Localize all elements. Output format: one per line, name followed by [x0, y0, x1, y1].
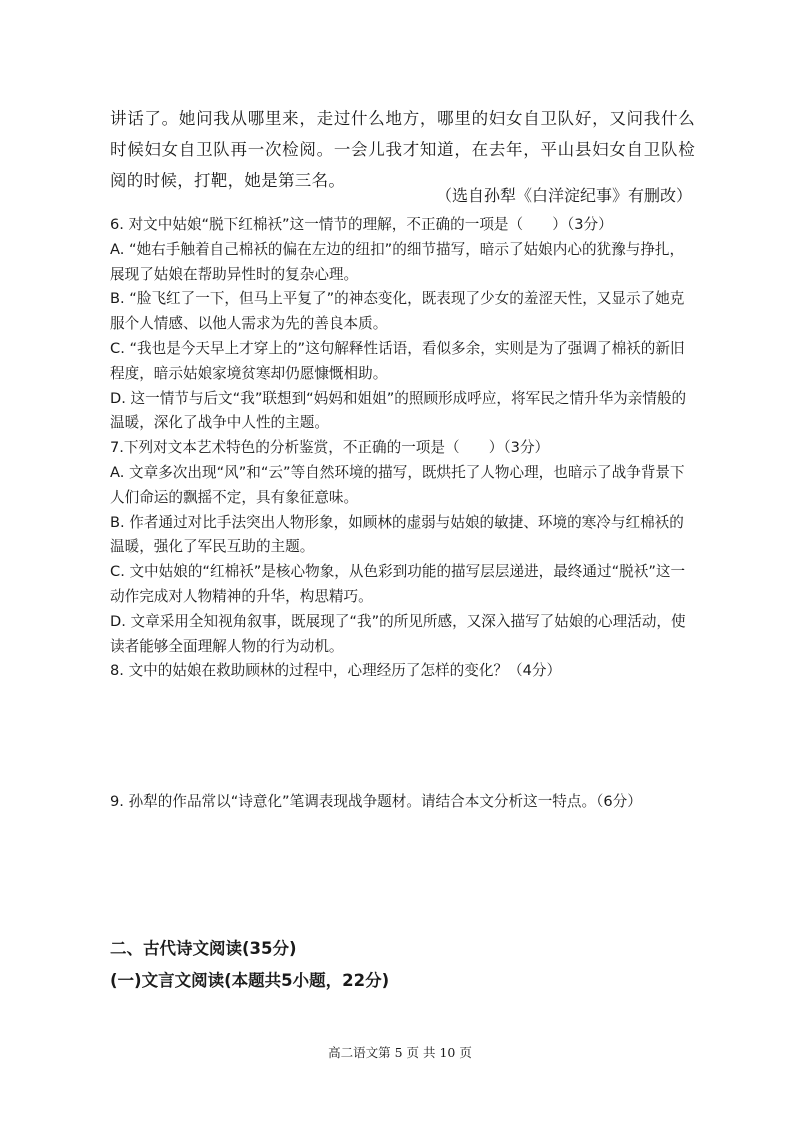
- q6-option-b: B. “脸飞红了一下，但马上平复了”的神态变化，既表现了少女的羞涩天性，又显示了她克服个人情感、以他人需求为先的善良本质。: [110, 290, 685, 333]
- section-title: 二、古代诗文阅读(35分): [110, 939, 297, 958]
- passage-paragraph: 讲话了。她问我从哪里来，走过什么地方，哪里的妇女自卫队好，又问我什么时候妇女自卫队再一次检阅。一会儿我才知道，在去年，平山县妇女自卫队检阅的时候，打靶，她是第三名。: [110, 109, 695, 190]
- q7-option-a: A. 文章多次出现“风”和“云”等自然环境的描写，既烘托了人物心理，也暗示了战争背景下人们命运的飘摇不定，具有象征意味。: [110, 463, 685, 506]
- q8-stem: 8. 文中的姑娘在救助顾林的过程中，心理经历了怎样的变化？（4分）: [110, 662, 562, 680]
- page-footer: 高二语文第 5 页 共 10 页: [328, 1045, 472, 1060]
- q7-option-c: C. 文中姑娘的“红棉袄”是核心物象，从色彩到功能的描写层层递进，最终通过“脱袄”这一动作完成对人物精神的升华，构思精巧。: [110, 563, 686, 605]
- q6-stem: 6. 对文中姑娘“脱下红棉袄”这一情节的理解，不正确的一项是（ ）（3分）: [110, 216, 613, 233]
- q6-option-a: A. “她右手触着自己棉袄的偏在左边的纽扣”的细节描写，暗示了姑娘内心的犹豫与挣扎，展现了姑娘在帮助异性时的复杂心理。: [110, 240, 685, 283]
- q6-option-c: C. “我也是今天早上才穿上的”这句解释性话语，看似多余，实则是为了强调了棉袄的新旧程度，暗示姑娘家境贫寒却仍愿慷慨相助。: [110, 339, 685, 382]
- q7-option-d: D. 文章采用全知视角叙事，既展现了“我”的所见所感，又深入描写了姑娘的心理活动，使读者能够全面理解人物的行为动机。: [110, 612, 686, 655]
- passage-source: （选自孙犁《白洋淀纪事》有删改）: [436, 186, 693, 205]
- q9-stem: 9. 孙犁的作品常以“诗意化”笔调表现战争题材。请结合本文分析这一特点。（6分）: [110, 793, 642, 810]
- q6-option-d: D. 这一情节与后文“我”联想到“妈妈和姐姐”的照顾形成呼应，将军民之情升华为亲情般的温暖，深化了战争中人性的主题。: [110, 389, 687, 432]
- section-subtitle: (一)文言文阅读(本题共5小题，22分): [110, 971, 390, 990]
- q7-stem: 7.下列对文本艺术特色的分析鉴赏，不正确的一项是（ ）（3分）: [110, 439, 550, 457]
- questions-6-8: [110, 213, 695, 684]
- q7-option-b: B. 作者通过对比手法突出人物形象，如顾林的虚弱与姑娘的敏捷、环境的寒冷与红棉袄的温暖，强化了军民互助的主题。: [110, 513, 684, 556]
